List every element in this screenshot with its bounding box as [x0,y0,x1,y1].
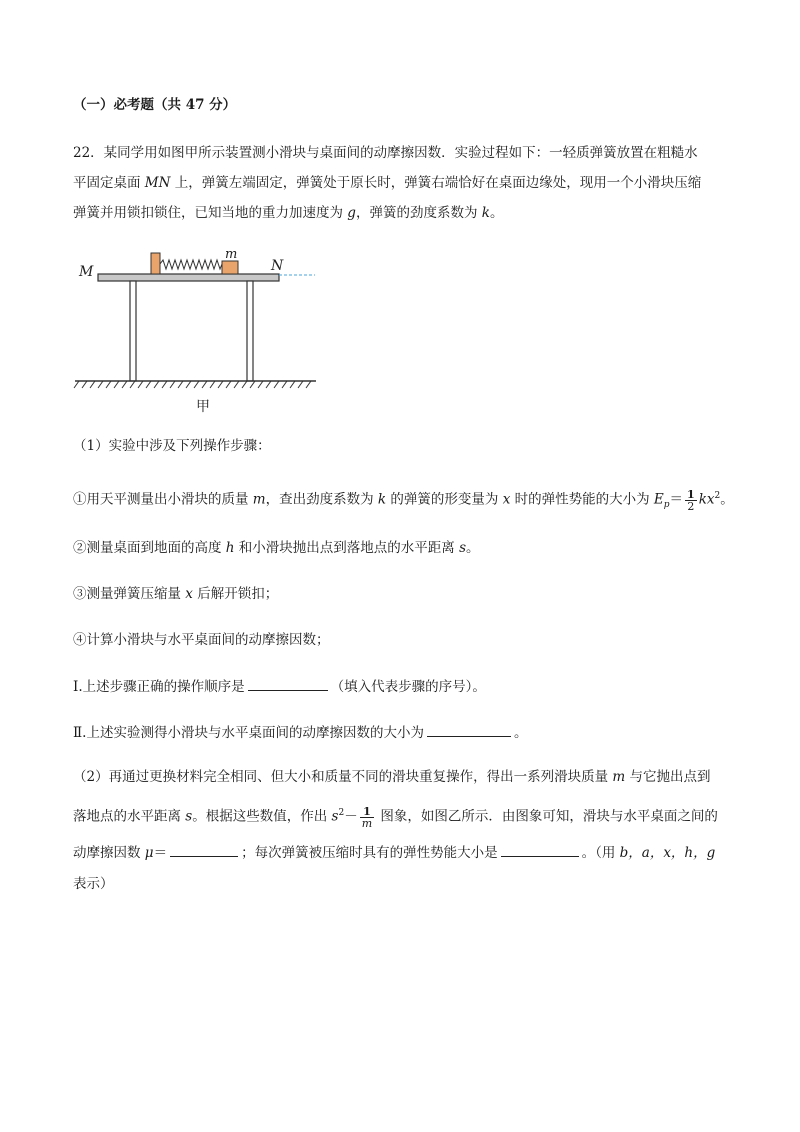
table-leg-left [130,281,136,381]
part2-line-3: 动摩擦因数 μ＝ ；每次弹簧被压缩时具有的弹性势能大小是 。（用 b，a，x，h，g [73,842,715,863]
section-title: （一）必考题（共 47 分） [73,97,237,113]
part1-intro: （1）实验中涉及下列操作步骤： [73,438,271,454]
answer-blank-mu[interactable] [170,842,238,857]
table-leg-right [247,281,253,381]
fraction-one-over-m: $\frac{1}{m}$ [361,804,373,830]
slider-block [222,261,238,274]
fixed-block [151,253,160,274]
q22-line-3: 弹簧并用锁扣锁住，已知当地的重力加速度为 g，弹簧的劲度系数为 k。 [73,205,504,221]
step-2: ②测量桌面到地面的高度 h 和小滑块抛出点到落地点的水平距离 s。 [73,540,480,556]
part2-line-4: 表示） [73,876,114,892]
part2-line-1: （2）再通过更换材料完全相同、但大小和质量不同的滑块重复操作，得出一系列滑块质量 m 与它抛出点到 [73,769,711,785]
figure-caption: 甲 [196,399,210,415]
ground-hatching [74,381,311,388]
label-m: m [225,248,238,262]
step-3: ③测量弹簧压缩量 x 后解开锁扣； [73,586,279,602]
q22-line-2: 平固定桌面 MN 上，弹簧左端固定，弹簧处于原长时，弹簧右端恰好在桌面边缘处，现用一个小滑块压缩 [73,175,702,191]
spring [160,260,222,269]
answer-blank-energy[interactable] [501,842,579,857]
question-I: Ⅰ.上述步骤正确的操作顺序是 （填入代表步骤的序号）。 [73,676,486,697]
q22-line-1: 22．某同学用如图甲所示装置测小滑块与桌面间的动摩擦因数．实验过程如下：一轻质弹簧放置在粗糙水 [73,145,698,161]
question-II: Ⅱ.上述实验测得小滑块与水平桌面间的动摩擦因数的大小为 。 [73,722,527,743]
label-M: M [79,264,94,280]
apparatus-figure [73,248,323,418]
step-1: ①用天平测量出小滑块的质量 m，查出劲度系数为 k 的弹簧的形变量为 x 时的弹性势能的大小为 $E_p=$ $\frac{1}{2}$ $kx^2$。 [73,487,734,513]
fraction-half: $\frac{1}{2}$ [687,487,695,513]
part2-line-2: 落地点的水平距离 s。根据这些数值，作出 $s^2-$ $\frac{1}{m}$ 图象，如图乙所示．由图象可知，滑块与水平桌面之间的 [73,804,718,830]
answer-blank-order[interactable] [248,676,328,691]
step-4: ④计算小滑块与水平桌面间的动摩擦因数； [73,632,330,648]
answer-blank-friction[interactable] [427,722,511,737]
label-N: N [271,258,284,274]
table-top [98,274,279,281]
